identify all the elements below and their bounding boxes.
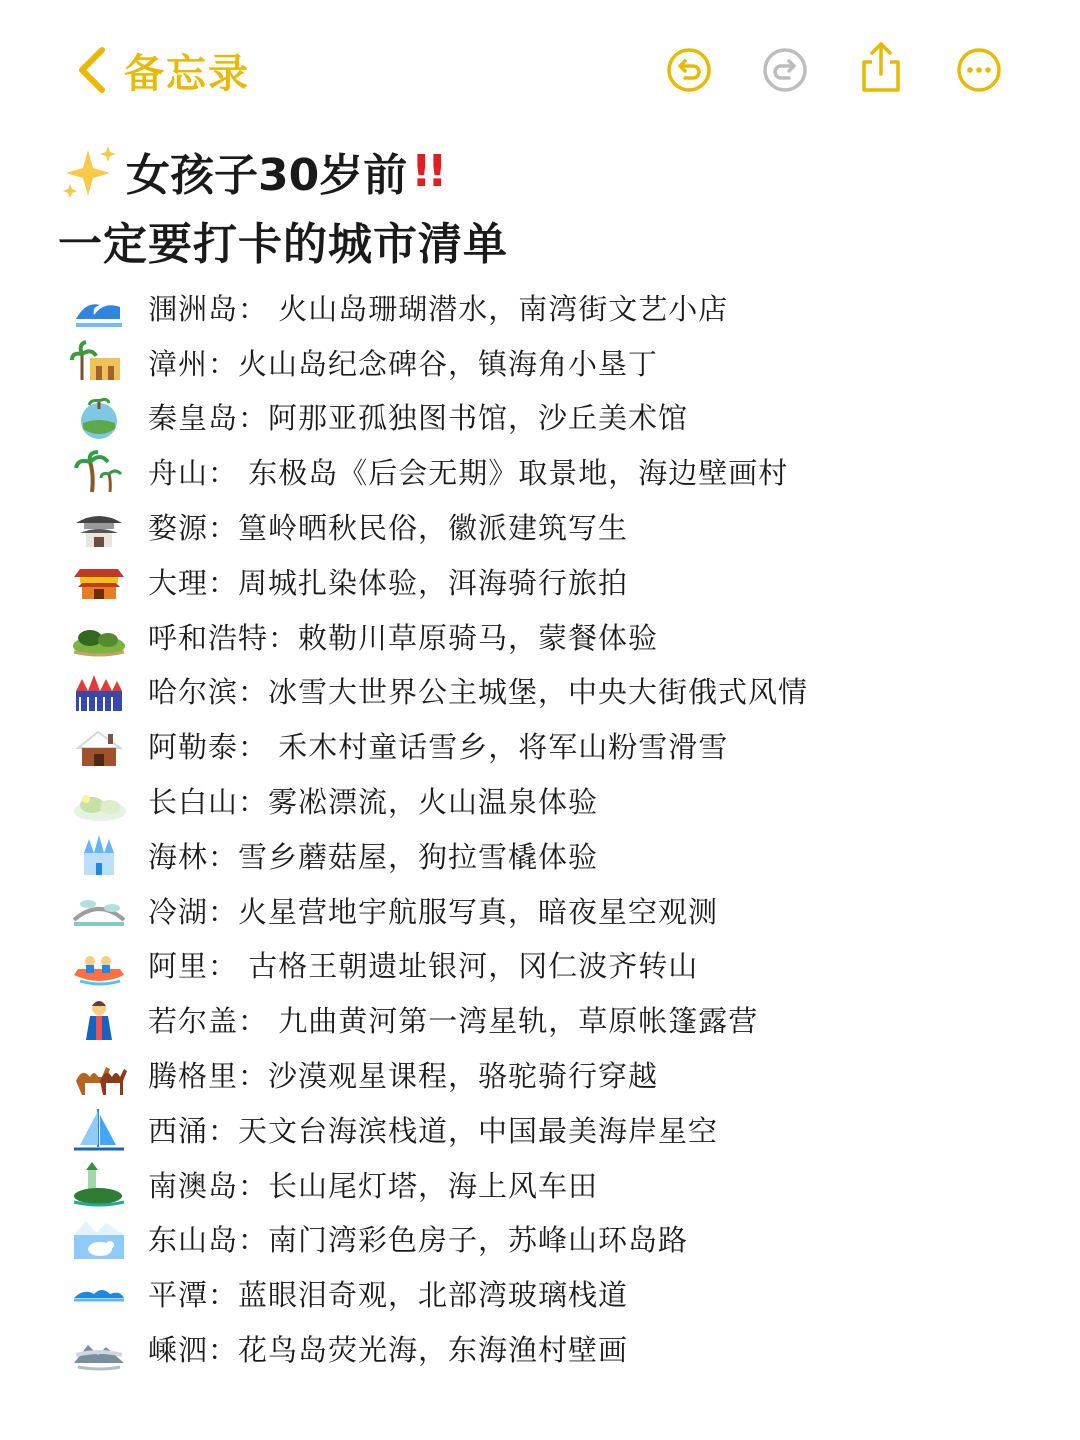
list-item [70, 1266, 1030, 1321]
note-title [58, 138, 1038, 278]
double-exclamation-icon: !! [411, 145, 444, 197]
palace-palm-icon [70, 338, 128, 386]
redo-button[interactable] [761, 46, 809, 94]
list-item-text: 秦皇岛：阿那亚孤独图书馆，沙丘美术馆 [148, 401, 689, 436]
list-item [70, 1102, 1030, 1157]
sail-bridge-icon [70, 1105, 128, 1153]
list-item [70, 664, 1030, 719]
list-item [70, 938, 1030, 993]
list-item [70, 1212, 1030, 1267]
sparkles-icon [58, 142, 120, 200]
list-item [70, 554, 1030, 609]
palm-tree-icon [70, 448, 128, 496]
list-item-text: 婺源：篁岭晒秋民俗，徽派建筑写生 [148, 511, 629, 546]
rafting-icon [70, 941, 128, 989]
list-item-text: 漳州：火山岛纪念碑谷，镇海角小垦丁 [148, 346, 659, 381]
list-item-text: 大理：周城扎染体验，洱海骑行旅拍 [148, 565, 629, 600]
list-item [70, 718, 1030, 773]
list-item-text: 若尔盖： 九曲黄河第一湾星轨，草原帐篷露营 [148, 1004, 759, 1039]
undo-icon [665, 46, 713, 94]
list-item [70, 335, 1030, 390]
list-item-text: 海林：雪乡蘑菇屋，狗拉雪橇体验 [148, 839, 599, 874]
list-item [70, 280, 1030, 335]
bridge-icon [70, 886, 128, 934]
list-item-text: 阿里： 古格王朝遗址银河，冈仁波齐转山 [148, 949, 699, 984]
list-item [70, 609, 1030, 664]
polar-bear-icon [70, 1215, 128, 1263]
globe-island-icon [70, 393, 128, 441]
city-list [70, 280, 1030, 1376]
list-item [70, 444, 1030, 499]
title-line-2: 一定要打卡的城市清单 [58, 219, 508, 270]
camel-icon [70, 1051, 128, 1099]
list-item-text: 嵊泗：花鸟岛荧光海，东海渔村壁画 [148, 1333, 629, 1368]
redo-icon [761, 46, 809, 94]
back-button[interactable] [70, 40, 250, 100]
list-item-text: 西涌：天文台海滨栈道，中国最美海岸星空 [148, 1113, 719, 1148]
list-item-text: 呼和浩特：敕勒川草原骑马，蒙餐体验 [148, 620, 659, 655]
list-item [70, 499, 1030, 554]
list-item-text: 平潭：蓝眼泪奇观，北部湾玻璃栈道 [148, 1278, 629, 1313]
cabin-icon [70, 722, 128, 770]
list-item-text: 腾格里：沙漠观星课程，骆驼骑行穿越 [148, 1059, 659, 1094]
share-icon [857, 40, 905, 94]
more-button[interactable] [955, 46, 1003, 94]
title-line-1 [58, 138, 1038, 204]
list-item-text: 舟山： 东极岛《后会无期》取景地，海边壁画村 [148, 456, 789, 491]
back-label: 备忘录 [124, 50, 250, 97]
list-item-text: 阿勒泰： 禾木村童话雪乡，将军山粉雪滑雪 [148, 730, 729, 765]
snow-hills-icon [70, 777, 128, 825]
list-item-text: 冷湖：火星营地宇航服写真，暗夜星空观测 [148, 894, 719, 929]
list-item-text: 东山岛：南门湾彩色房子，苏峰山环岛路 [148, 1223, 689, 1258]
more-icon [955, 46, 1003, 94]
list-item [70, 992, 1030, 1047]
tibetan-girl-icon [70, 996, 128, 1044]
pagoda-island-icon [70, 1160, 128, 1208]
title-text: 女孩子30岁前 [126, 150, 408, 201]
undo-button[interactable] [665, 46, 713, 94]
list-item [70, 1321, 1030, 1376]
list-item-text: 长白山：雾凇漂流，火山温泉体验 [148, 785, 599, 820]
wave-icon [70, 283, 128, 331]
pavilion-icon [70, 503, 128, 551]
chevron-left-icon [70, 42, 114, 98]
list-item-text: 南澳岛：长山尾灯塔，海上风车田 [148, 1168, 599, 1203]
list-item [70, 828, 1030, 883]
ice-castle-icon [70, 831, 128, 879]
list-item [70, 1047, 1030, 1102]
cathedral-icon [70, 667, 128, 715]
temple-icon [70, 557, 128, 605]
grassland-icon [70, 612, 128, 660]
list-item-text: 哈尔滨：冰雪大世界公主城堡，中央大街俄式风情 [148, 675, 809, 710]
list-item [70, 1157, 1030, 1212]
mist-mountain-icon [70, 1325, 128, 1373]
list-item [70, 883, 1030, 938]
blue-cloud-icon [70, 1270, 128, 1318]
share-button[interactable] [857, 40, 905, 94]
list-item [70, 773, 1030, 828]
list-item [70, 390, 1030, 445]
navigation-bar [0, 0, 1080, 130]
list-item-text: 涠洲岛： 火山岛珊瑚潜水，南湾街文艺小店 [148, 291, 729, 326]
